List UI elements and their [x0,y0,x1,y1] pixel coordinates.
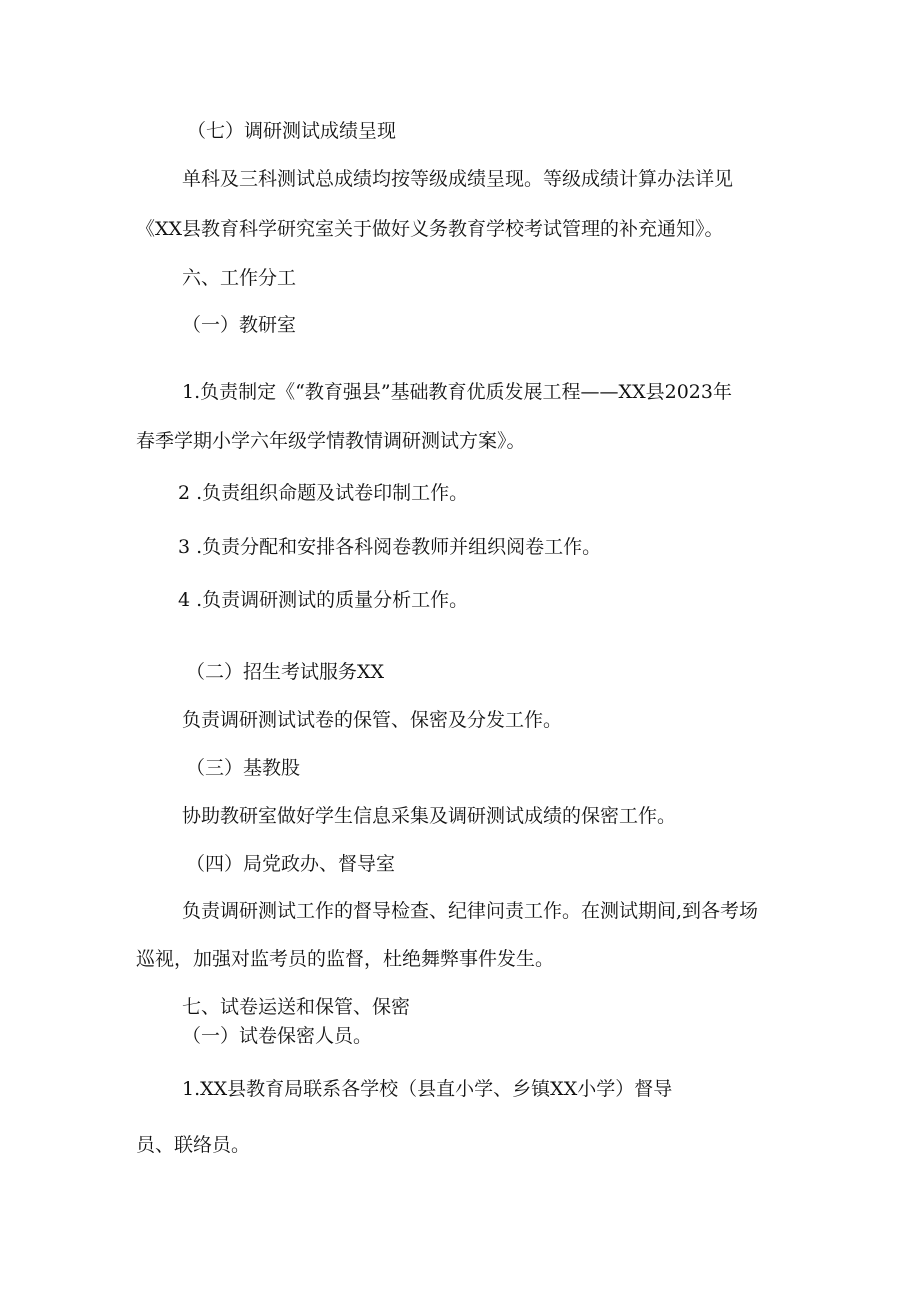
subsection-heading-2: （二）招生考试服务XX [186,661,385,683]
paragraph-line: 负责调研测试试卷的保管、保密及分发工作。 [182,709,563,731]
paragraph-line: 单科及三科测试总成绩均按等级成绩呈现。等级成绩计算办法详见 [182,168,734,190]
subsection-heading-7: （七）调研测试成绩呈现 [187,120,397,142]
list-item-1: 1.负责制定《“教育强县”基础教育优质发展工程——XX县2023年 [182,381,732,403]
paragraph-line: 巡视，加强对监考员的监督，杜绝舞弊事件发生。 [136,948,555,970]
paragraph-line: 负责调研测试工作的督导检查、纪律问责工作。在测试期间,到各考场 [182,900,759,922]
section-heading-6: 六、工作分工 [182,267,297,289]
paragraph-line: 协助教研室做好学生信息采集及调研测试成绩的保密工作。 [182,805,677,827]
subsection-heading-4: （四）局党政办、督导室 [186,853,396,875]
list-item-2: 2 .负责组织命题及试卷印制工作。 [178,482,469,504]
list-item-1: 1.XX县教育局联系各学校（县直小学、乡镇XX小学）督导 [182,1078,673,1100]
subsection-heading-1: （一）试卷保密人员。 [182,1025,373,1047]
list-item-4: 4 .负责调研测试的质量分析工作。 [178,589,469,611]
section-heading-7: 七、试卷运送和保管、保密 [182,996,411,1018]
subsection-heading-3: （三）基教股 [186,757,301,779]
list-item-3: 3 .负责分配和安排各科阅卷教师并组织阅卷工作。 [178,536,602,558]
paragraph-line: 《XX县教育科学研究室关于做好义务教育学校考试管理的补充通知》。 [136,218,724,240]
paragraph-line: 员、联络员。 [136,1134,251,1156]
subsection-heading-1: （一）教研室 [182,314,297,336]
paragraph-line: 春季学期小学六年级学情教情调研测试方案》。 [136,430,526,452]
